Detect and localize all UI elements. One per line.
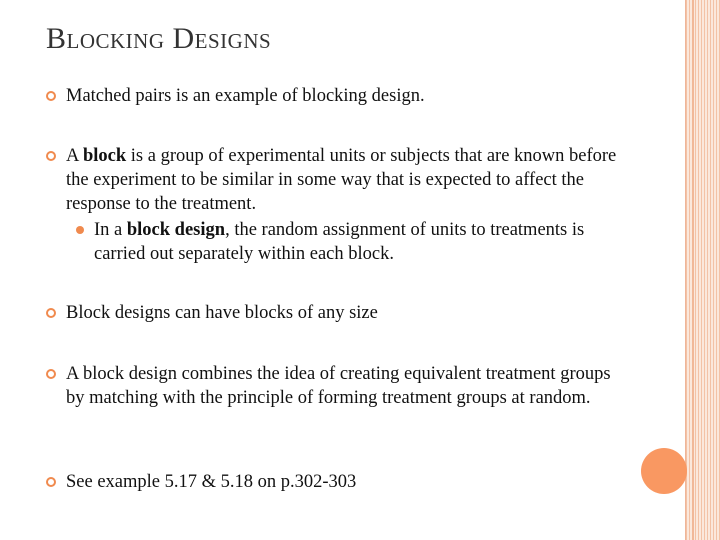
sub-bullet-text-bold: block design bbox=[126, 220, 226, 240]
bullet-circle-icon bbox=[46, 308, 56, 318]
sub-bullet-dot-icon bbox=[76, 226, 84, 234]
bullet-text-bold: block bbox=[82, 146, 127, 166]
decorative-accent-circle bbox=[641, 448, 687, 494]
bullet-text: See example 5.17 & 5.18 on p.302-303 bbox=[66, 472, 357, 492]
decorative-border-line bbox=[692, 0, 694, 540]
sub-bullet-text-rest: , the random assignment of units to treatments is carried out separately within each block. bbox=[94, 220, 585, 264]
bullet-circle-icon bbox=[46, 91, 56, 101]
bullet-circle-icon bbox=[46, 151, 56, 161]
bullet-text: A block design combines the idea of creating equivalent treatment groups by matching with the principle of forming treatment groups at random. bbox=[66, 364, 611, 408]
bullet-circle-icon bbox=[46, 369, 56, 379]
bullet-circle-icon bbox=[46, 477, 56, 487]
sub-bullet-text bbox=[94, 218, 619, 266]
bullet-text-rest: is a group of experimental units or subjects that are known before the experiment to be similar in some way that is expected to affect the response to the treatment. bbox=[66, 146, 617, 214]
slide-title: Blocking Designs bbox=[46, 22, 272, 55]
sub-bullet-text-prefix: In a bbox=[94, 220, 127, 240]
bullet-text-prefix: A bbox=[66, 146, 83, 166]
bullet-text: Block designs can have blocks of any size bbox=[66, 303, 378, 323]
bullet-text: Matched pairs is an example of blocking design. bbox=[66, 86, 425, 106]
bullet-text bbox=[66, 144, 631, 216]
decorative-border-strip bbox=[685, 0, 720, 540]
